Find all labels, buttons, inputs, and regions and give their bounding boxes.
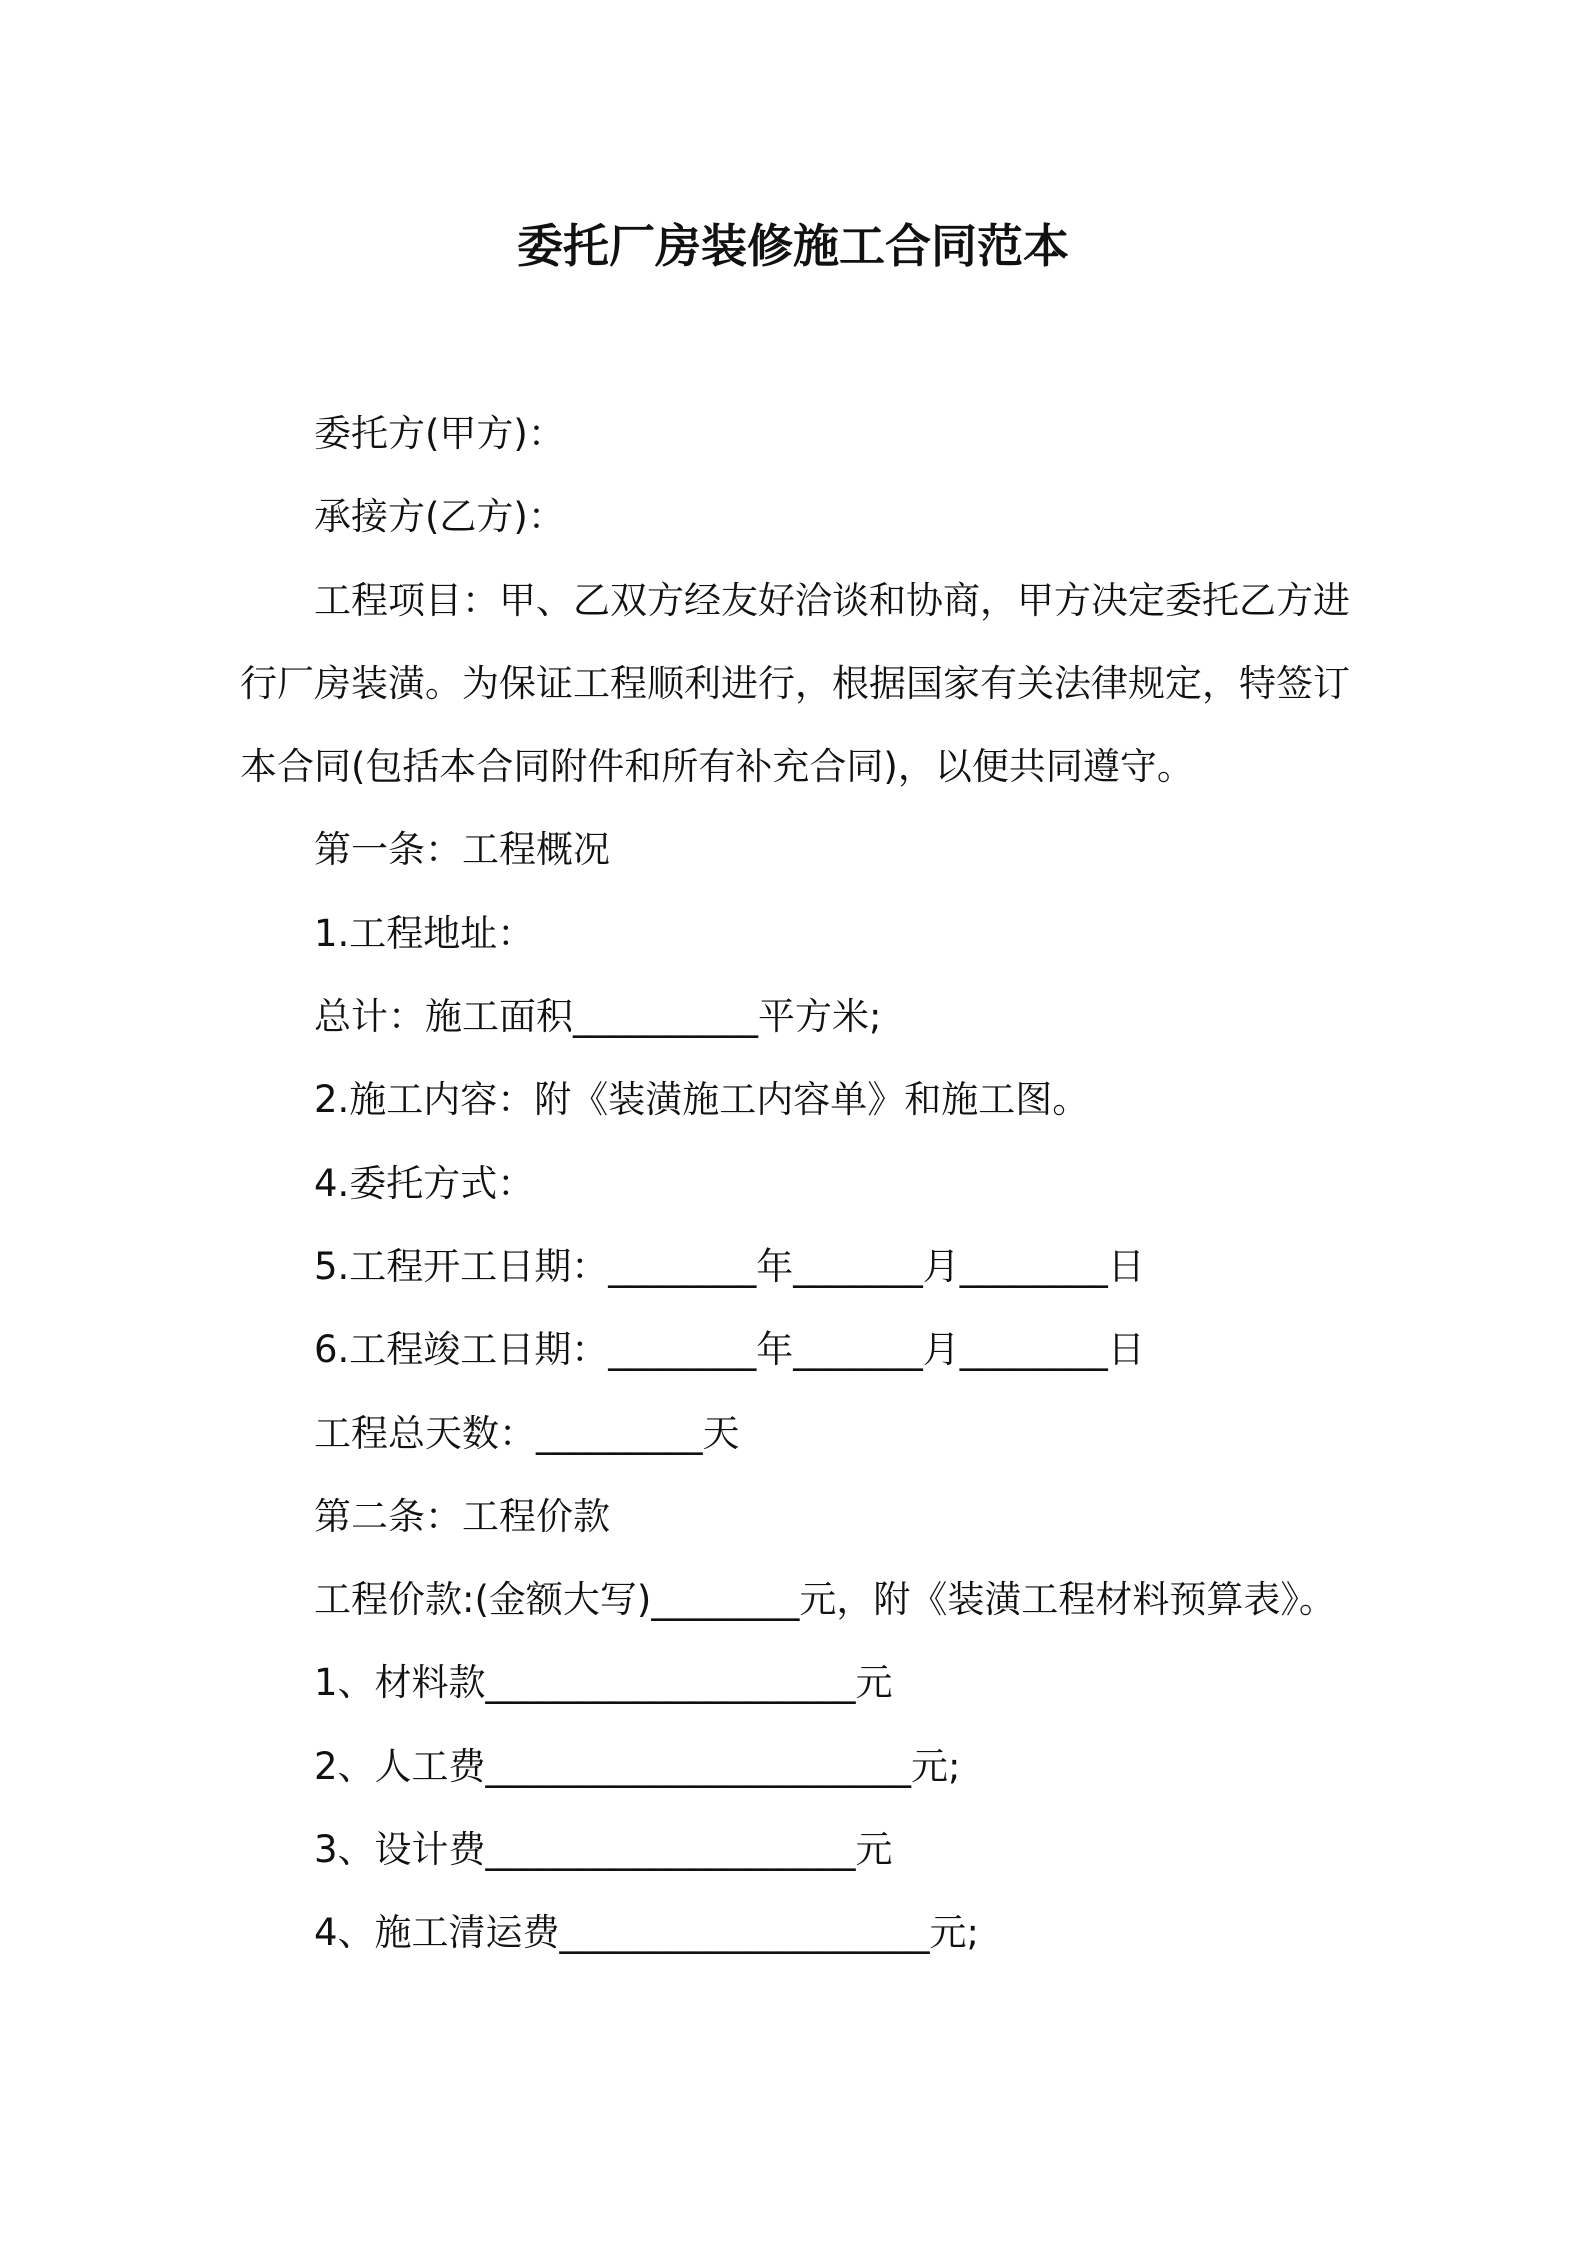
project-address-line: 1.工程地址：: [314, 911, 535, 955]
party-b-line: 承接方(乙方)：: [314, 495, 565, 539]
commission-method-line: 4.委托方式：: [314, 1161, 535, 1205]
article-2-heading: 第二条：工程价款: [314, 1494, 610, 1538]
project-paragraph: 工程项目：甲、乙双方经友好洽谈和协商，甲方决定委托乙方进行厂房装潢。为保证工程顺利进行，根据国家有关法律规定，特签订本合同(包括本合同附件和所有补充合同)，以便共同遵守。: [240, 578, 1350, 789]
design-fee-line: 3、设计费____________________元: [314, 1828, 893, 1872]
document-title: 委托厂房装修施工合同范本: [517, 219, 1069, 273]
construction-content-line: 2.施工内容：附《装潢施工内容单》和施工图。: [314, 1078, 1090, 1122]
document-body: [240, 392, 1354, 1975]
labor-fee-line: 2、人工费_______________________元;: [314, 1744, 961, 1788]
end-date-line: 6.工程竣工日期：________年_______月________日: [314, 1328, 1145, 1372]
start-date-line: 5.工程开工日期：________年_______月________日: [314, 1244, 1145, 1288]
cleanup-fee-line: 4、施工清运费____________________元;: [314, 1911, 980, 1955]
construction-area-line: 总计：施工面积__________平方米;: [314, 995, 882, 1039]
project-price-line: 工程价款:(金额大写)________元，附《装潢工程材料预算表》。: [314, 1578, 1336, 1622]
article-1-heading: 第一条：工程概况: [314, 828, 610, 872]
total-days-line: 工程总天数：_________天: [314, 1411, 740, 1455]
materials-fee-line: 1、材料款____________________元: [314, 1661, 893, 1705]
party-a-line: 委托方(甲方)：: [314, 412, 565, 455]
